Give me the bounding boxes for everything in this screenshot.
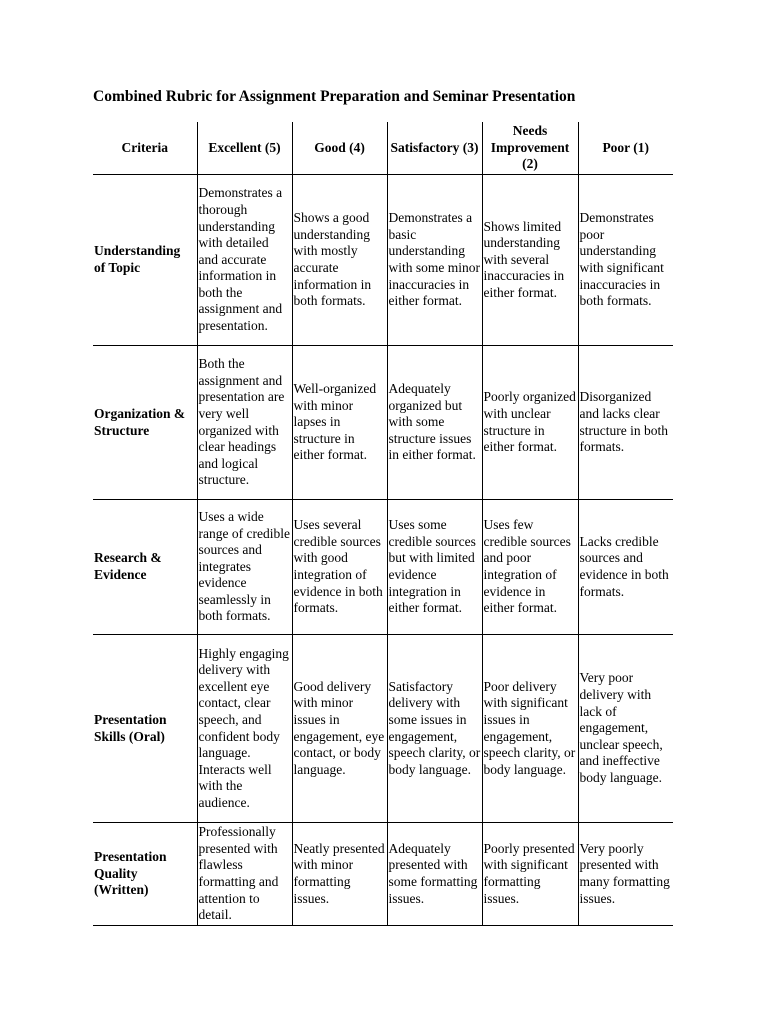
table-cell: Poorly presented with significant formatting issues. [482,823,578,926]
table-cell: Very poorly presented with many formatting issues. [578,823,673,926]
header-good: Good (4) [292,122,387,175]
table-cell: Very poor delivery with lack of engagement, unclear speech, and ineffective body language. [578,635,673,823]
table-cell: Demonstrates a basic understanding with some minor inaccuracies in either format. [387,175,482,346]
table-cell: Adequately organized but with some structure issues in either format. [387,346,482,500]
criteria-cell: Organization & Structure [94,405,186,438]
table-cell: Shows a good understanding with mostly accurate information in both formats. [292,175,387,346]
table-cell: Satisfactory delivery with some issues in engagement, speech clarity, or body language. [387,635,482,823]
table-cell: Neatly presented with minor formatting issues. [292,823,387,926]
table-row [93,500,673,635]
table-cell: Adequately presented with some formatting issues. [387,823,482,926]
criteria-cell: Research & Evidence [94,550,162,582]
table-row [93,823,673,926]
document-title: Combined Rubric for Assignment Preparation and Seminar Presentation [93,88,576,105]
table-row [93,346,673,500]
header-row [93,122,673,175]
table-cell: Uses some credible sources but with limited evidence integration in either format. [387,500,482,635]
table-cell: Good delivery with minor issues in engagement, eye contact, or body language. [292,635,387,823]
table-cell: Highly engaging delivery with excellent eye contact, clear speech, and confident body language. Interacts well with the audience. [197,635,292,823]
header-criteria: Criteria [93,122,197,175]
table-cell: Poorly organized with unclear structure in either format. [482,346,578,500]
rubric-table [93,122,673,926]
table-cell: Shows limited understanding with several inaccuracies in either format. [482,175,578,346]
table-cell: Poor delivery with significant issues in engagement, speech clarity, or body language. [482,635,578,823]
criteria-cell: Presentation Quality (Written) [94,849,167,898]
table-row [93,635,673,823]
table-cell: Demonstrates poor understanding with significant inaccuracies in both formats. [578,175,673,346]
header-satisfactory: Satisfactory (3) [387,122,482,175]
table-cell: Uses few credible sources and poor integration of evidence in either format. [482,500,578,635]
header-needs-improvement: Needs Improvement (2) [482,122,578,175]
table-cell: Both the assignment and presentation are very well organized with clear headings and logical structure. [197,346,292,500]
table-cell: Professionally presented with flawless formatting and attention to detail. [197,823,292,926]
table-cell: Uses a wide range of credible sources and integrates evidence seamlessly in both formats. [197,500,292,635]
criteria-cell: Understanding of Topic [94,243,181,275]
table-cell: Lacks credible sources and evidence in both formats. [578,500,673,635]
header-poor: Poor (1) [578,122,673,175]
table-row [93,175,673,346]
header-excellent: Excellent (5) [197,122,292,175]
table-cell: Demonstrates a thorough understanding with detailed and accurate information in both the assignment and presentation. [197,175,292,346]
table-cell: Uses several credible sources with good integration of evidence in both formats. [292,500,387,635]
criteria-cell: Presentation Skills (Oral) [94,711,167,744]
table-cell: Well-organized with minor lapses in structure in either format. [292,346,387,500]
table-cell: Disorganized and lacks clear structure in both formats. [578,346,673,500]
